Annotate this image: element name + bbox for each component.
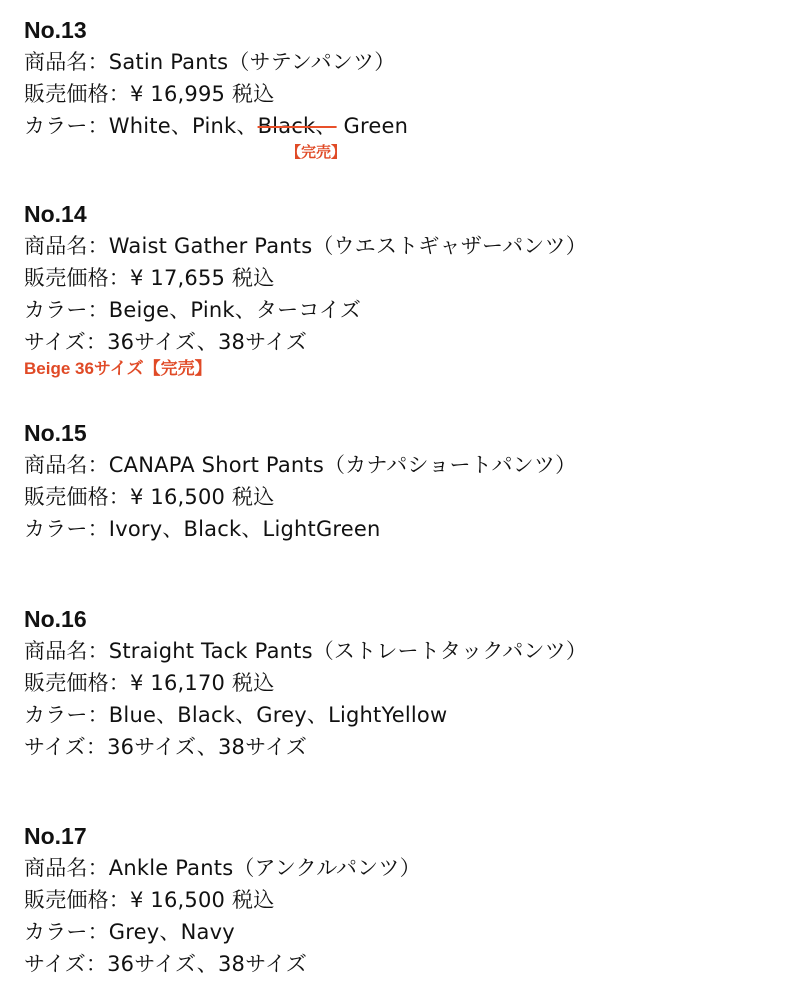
- product-number: No.15: [24, 420, 87, 446]
- product-color-row: カラー：Grey、Navy: [24, 920, 235, 944]
- color-list: カラー：White、Pink、: [24, 114, 258, 138]
- product-color-row: [24, 110, 408, 142]
- product-block-14: [24, 198, 587, 380]
- product-color-row: カラー：Beige、Pink、ターコイズ: [24, 298, 362, 322]
- color-green: Green: [336, 114, 409, 138]
- product-price-row: 販売価格：¥ 16,500 税込: [24, 888, 275, 912]
- product-block-17: [24, 820, 421, 980]
- product-size-row: サイズ：36サイズ、38サイズ: [24, 330, 308, 354]
- product-price-row: 販売価格：¥ 17,655 税込: [24, 266, 275, 290]
- product-number: No.13: [24, 17, 87, 43]
- product-price-row: 販売価格：¥ 16,170 税込: [24, 671, 275, 695]
- product-block-16: [24, 603, 587, 763]
- product-size-row: サイズ：36サイズ、38サイズ: [24, 952, 308, 976]
- product-block-13: [24, 14, 408, 162]
- product-name-row: 商品名：Ankle Pants（アンクルパンツ）: [24, 856, 421, 880]
- product-number: No.16: [24, 606, 87, 632]
- product-number: No.14: [24, 201, 87, 227]
- struck-color-black: Black、: [257, 114, 337, 138]
- soldout-note: Beige 36サイズ【完売】: [24, 359, 212, 378]
- product-price-row: 販売価格：¥ 16,995 税込: [24, 82, 275, 106]
- product-color-row: カラー：Blue、Black、Grey、LightYellow: [24, 703, 448, 727]
- product-name-row: 商品名：Straight Tack Pants（ストレートタックパンツ）: [24, 639, 588, 663]
- soldout-label: 【完売】: [286, 143, 347, 161]
- product-size-row: サイズ：36サイズ、38サイズ: [24, 735, 308, 759]
- product-color-row: カラー：Ivory、Black、LightGreen: [24, 517, 381, 541]
- product-price-row: 販売価格：¥ 16,500 税込: [24, 485, 275, 509]
- product-number: No.17: [24, 823, 87, 849]
- product-name-row: 商品名：Waist Gather Pants（ウエストギャザーパンツ）: [24, 234, 587, 258]
- product-block-15: [24, 417, 576, 545]
- product-name-row: 商品名：Satin Pants（サテンパンツ）: [24, 50, 396, 74]
- product-name-row: 商品名：CANAPA Short Pants（カナパショートパンツ）: [24, 453, 577, 477]
